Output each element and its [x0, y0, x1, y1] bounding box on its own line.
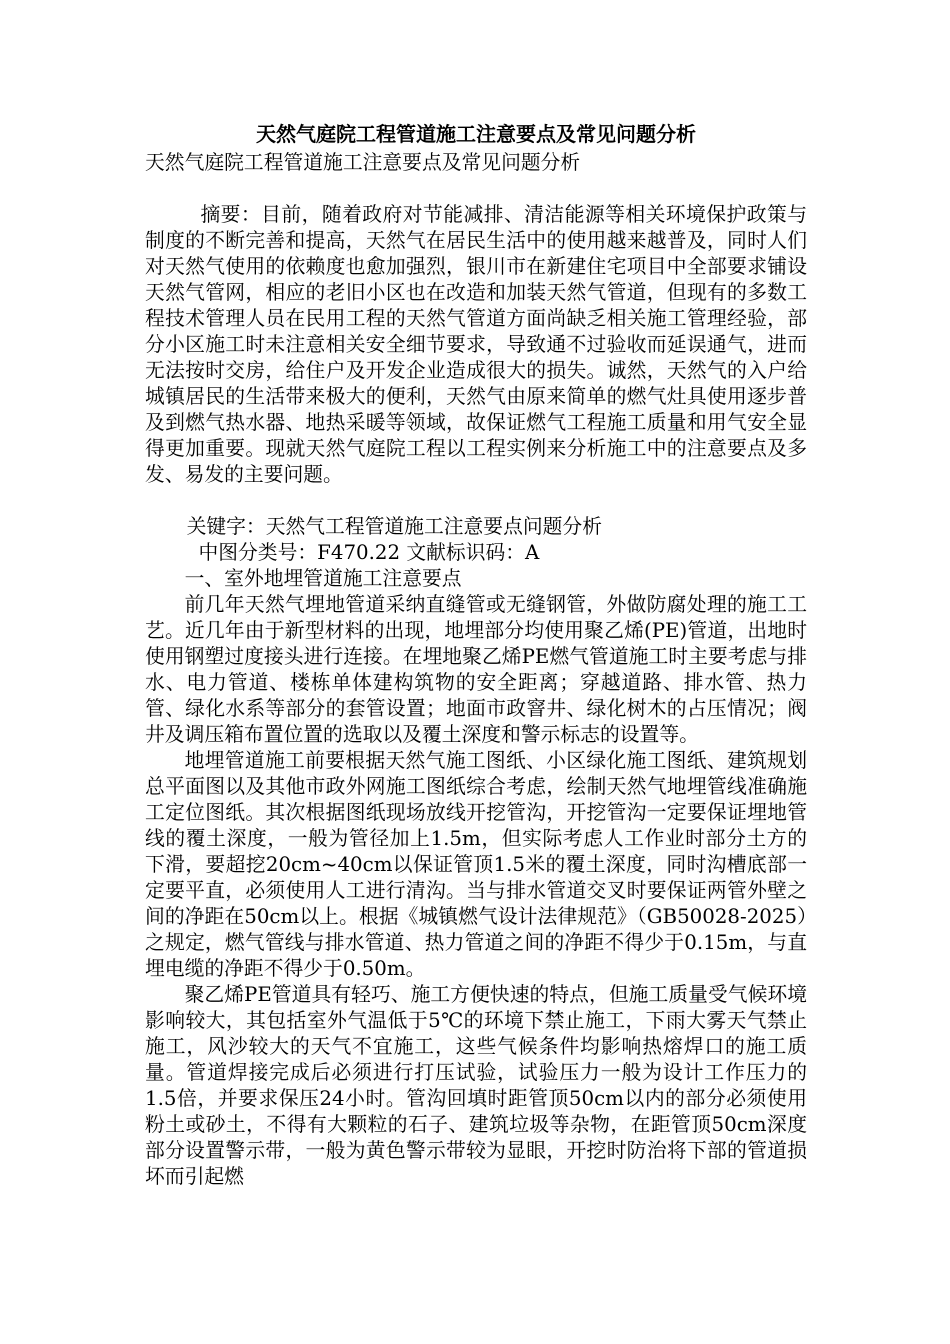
classification-line: 中图分类号：F470.22 文献标识码：A — [198, 541, 540, 564]
document-page — [145, 120, 807, 1190]
document-subtitle: 天然气庭院工程管道施工注意要点及常见问题分析 — [145, 151, 581, 174]
keywords-line: 关键字：天然气工程管道施工注意要点问题分析 — [186, 515, 602, 538]
section-heading: 一、室外地埋管道施工注意要点 — [184, 567, 462, 590]
body-paragraph-1: 前几年天然气埋地管道采纳直缝管或无缝钢管，外做防腐处理的施工工艺。近几年由于新型材料的出现，地埋部分均使用聚乙烯(PE)管道，出地时使用钢塑过度接头进行连接。在埋地聚乙烯PE燃气管道施工时主要考虑与排水、电力管道、楼栋单体建构筑物的安全距离；穿越道路、排水管、热力管、绿化水系等部分的套管设置；地面市政窨井、绿化树木的占压情况；阀井及调压箱布置位置的选取以及覆土深度和警示标志的设置等。 — [145, 593, 807, 746]
body-paragraph-3: 聚乙烯PE管道具有轻巧、施工方便快速的特点，但施工质量受气候环境影响较大，其包括室外气温低于5℃的环境下禁止施工，下雨大雾天气禁止施工，风沙较大的天气不宜施工，这些气候条件均影响热熔焊口的施工质量。管道焊接完成后必须进行打压试验，试验压力一般为设计工作压力的1.5倍，并要求保压24小时。管沟回填时距管顶50cm以内的部分必须使用粉土或砂土，不得有大颗粒的石子、建筑垃圾等杂物，在距管顶50cm深度部分设置警示带，一般为黄色警示带较为显眼，开挖时防治将下部的管道损坏而引起燃 — [145, 983, 807, 1188]
document-title: 天然气庭院工程管道施工注意要点及常见问题分析 — [256, 122, 696, 146]
abstract-paragraph: 摘要：目前，随着政府对节能减排、清洁能源等相关环境保护政策与制度的不断完善和提高，天然气在居民生活中的使用越来越普及，同时人们对天然气使用的依赖度也愈加强烈，银川市在新建住宅项目中全部要求铺设天然气管网，相应的老旧小区也在改造和加装天然气管道，但现有的多数工程技术管理人员在民用工程的天然气管道方面尚缺乏相关施工管理经验，部分小区施工时未注意相关安全细节要求，导致通不过验收而延误通气，进而无法按时交房，给住户及开发企业造成很大的损失。诚然，天然气的入户给城镇居民的生活带来极大的便利，天然气由原来简单的燃气灶具使用逐步普及到燃气热水器、地热采暖等领域，故保证燃气工程施工质量和用气安全显得更加重要。现就天然气庭院工程以工程实例来分析施工中的注意要点及多发、易发的主要问题。 — [145, 203, 807, 486]
body-paragraph-2: 地埋管道施工前要根据天然气施工图纸、小区绿化施工图纸、建筑规划总平面图以及其他市政外网施工图纸综合考虑，绘制天然气地埋管线准确施工定位图纸。其次根据图纸现场放线开挖管沟，开挖管沟一定要保证埋地管线的覆土深度，一般为管径加上1.5m，但实际考虑人工作业时部分土方的下滑，要超挖20cm~40cm以保证管顶1.5米的覆土深度，同时沟槽底部一定要平直，必须使用人工进行清沟。当与排水管道交叉时要保证两管外壁之间的净距在50cm以上。根据《城镇燃气设计法律规范》（GB50028-2025）之规定，燃气管线与排水管道、热力管道之间的净距不得少于0.15m，与直埋电缆的净距不得少于0.50m。 — [145, 749, 807, 980]
spacer — [145, 488, 807, 514]
